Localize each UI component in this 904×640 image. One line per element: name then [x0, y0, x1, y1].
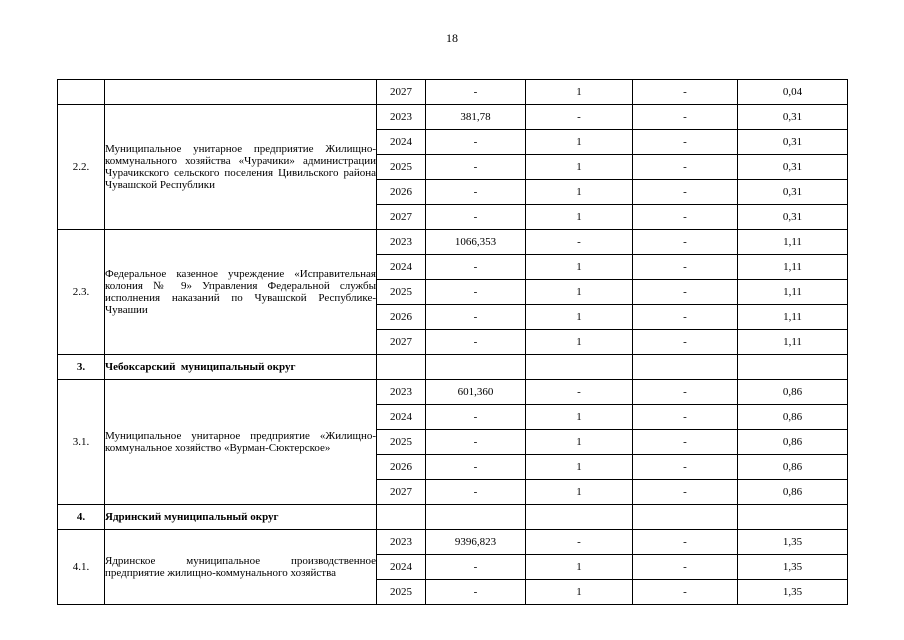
- section-title-text: Ядринский муниципальный округ: [105, 511, 279, 523]
- table-row: [58, 380, 848, 405]
- count-cell: 1: [526, 480, 633, 505]
- table-row: [58, 105, 848, 130]
- dash-cell: -: [633, 580, 738, 605]
- value-cell: 1,11: [738, 280, 848, 305]
- count-cell: 1: [526, 455, 633, 480]
- count-cell: 1: [526, 405, 633, 430]
- dash-cell: -: [633, 130, 738, 155]
- value-cell: 0,86: [738, 430, 848, 455]
- volume-cell: -: [426, 155, 526, 180]
- value-cell: 0,86: [738, 480, 848, 505]
- section-number-text: 3.: [76, 361, 86, 373]
- dash-cell: -: [633, 105, 738, 130]
- section-row: [58, 355, 848, 380]
- row-number: [58, 80, 105, 105]
- volume-cell: -: [426, 255, 526, 280]
- empty-cell: [633, 355, 738, 380]
- year-cell: 2026: [377, 455, 426, 480]
- year-cell: 2023: [377, 105, 426, 130]
- count-cell: 1: [526, 555, 633, 580]
- dash-cell: -: [633, 255, 738, 280]
- value-cell: 1,11: [738, 255, 848, 280]
- section-number-text: 4.: [76, 511, 86, 523]
- volume-cell: -: [426, 180, 526, 205]
- count-cell: 1: [526, 155, 633, 180]
- value-cell: 0,86: [738, 380, 848, 405]
- dash-cell: -: [633, 555, 738, 580]
- dash-cell: -: [633, 380, 738, 405]
- volume-cell: -: [426, 455, 526, 480]
- count-cell: 1: [526, 130, 633, 155]
- volume-cell: 601,360: [426, 380, 526, 405]
- count-cell: -: [526, 380, 633, 405]
- value-cell: 1,35: [738, 555, 848, 580]
- volume-cell: 9396,823: [426, 530, 526, 555]
- empty-cell: [426, 505, 526, 530]
- value-cell: 0,04: [738, 80, 848, 105]
- count-cell: 1: [526, 180, 633, 205]
- volume-cell: -: [426, 480, 526, 505]
- year-cell: 2024: [377, 405, 426, 430]
- table-row: [58, 230, 848, 255]
- dash-cell: -: [633, 80, 738, 105]
- dash-cell: -: [633, 530, 738, 555]
- count-cell: 1: [526, 80, 633, 105]
- empty-cell: [526, 355, 633, 380]
- organization-name: Федеральное казенное учреждение «Исправительная колония № 9» Управления Федеральной службы исполнения наказаний по Чувашской Республике-Чувашии: [105, 230, 377, 355]
- section-row: [58, 505, 848, 530]
- dash-cell: -: [633, 205, 738, 230]
- organization-name: Муниципальное унитарное предприятие Жилищно-коммунального хозяйства «Чурачики» администрации Чурачикского сельского поселения Цивильского района Чувашской Республики: [105, 105, 377, 230]
- volume-cell: -: [426, 130, 526, 155]
- organization-name: [105, 80, 377, 105]
- empty-cell: [738, 505, 848, 530]
- year-cell: 2024: [377, 130, 426, 155]
- value-cell: 0,31: [738, 105, 848, 130]
- volume-cell: -: [426, 305, 526, 330]
- table-row: [58, 530, 848, 555]
- section-title: [105, 355, 377, 380]
- year-cell: 2027: [377, 480, 426, 505]
- value-cell: 0,86: [738, 455, 848, 480]
- year-cell: 2026: [377, 305, 426, 330]
- count-cell: 1: [526, 430, 633, 455]
- section-number: [58, 355, 105, 380]
- value-cell: 0,86: [738, 405, 848, 430]
- empty-cell: [738, 355, 848, 380]
- empty-cell: [377, 355, 426, 380]
- value-cell: 1,11: [738, 230, 848, 255]
- row-number: 2.2.: [58, 105, 105, 230]
- value-cell: 0,31: [738, 130, 848, 155]
- organization-name: Муниципальное унитарное предприятие «Жилищно-коммунальное хозяйство «Вурман-Сюктерское»: [105, 380, 377, 505]
- page-number: 18: [446, 31, 458, 45]
- row-number: 4.1.: [58, 530, 105, 605]
- count-cell: 1: [526, 580, 633, 605]
- year-cell: 2025: [377, 580, 426, 605]
- table-row: [58, 80, 848, 105]
- year-cell: 2027: [377, 205, 426, 230]
- volume-cell: -: [426, 80, 526, 105]
- dash-cell: -: [633, 330, 738, 355]
- volume-cell: -: [426, 430, 526, 455]
- count-cell: 1: [526, 305, 633, 330]
- count-cell: 1: [526, 255, 633, 280]
- count-cell: -: [526, 530, 633, 555]
- count-cell: -: [526, 105, 633, 130]
- volume-cell: 381,78: [426, 105, 526, 130]
- dash-cell: -: [633, 455, 738, 480]
- year-cell: 2024: [377, 255, 426, 280]
- count-cell: -: [526, 230, 633, 255]
- data-table: [57, 79, 848, 605]
- year-cell: 2027: [377, 330, 426, 355]
- volume-cell: -: [426, 555, 526, 580]
- dash-cell: -: [633, 480, 738, 505]
- year-cell: 2024: [377, 555, 426, 580]
- volume-cell: -: [426, 405, 526, 430]
- dash-cell: -: [633, 405, 738, 430]
- table-body: [58, 80, 848, 605]
- count-cell: 1: [526, 205, 633, 230]
- row-number: 3.1.: [58, 380, 105, 505]
- section-title: [105, 505, 377, 530]
- value-cell: 0,31: [738, 180, 848, 205]
- volume-cell: -: [426, 280, 526, 305]
- value-cell: 1,11: [738, 305, 848, 330]
- value-cell: 1,35: [738, 580, 848, 605]
- organization-name: Ядринское муниципальное производственное предприятие жилищно-коммунального хозяйства: [105, 530, 377, 605]
- value-cell: 0,31: [738, 155, 848, 180]
- value-cell: 0,31: [738, 205, 848, 230]
- empty-cell: [377, 505, 426, 530]
- year-cell: 2023: [377, 530, 426, 555]
- volume-cell: -: [426, 205, 526, 230]
- dash-cell: -: [633, 180, 738, 205]
- volume-cell: -: [426, 330, 526, 355]
- dash-cell: -: [633, 430, 738, 455]
- dash-cell: -: [633, 155, 738, 180]
- dash-cell: -: [633, 305, 738, 330]
- year-cell: 2026: [377, 180, 426, 205]
- count-cell: 1: [526, 330, 633, 355]
- value-cell: 1,11: [738, 330, 848, 355]
- row-number: 2.3.: [58, 230, 105, 355]
- volume-cell: 1066,353: [426, 230, 526, 255]
- value-cell: 1,35: [738, 530, 848, 555]
- year-cell: 2025: [377, 155, 426, 180]
- section-title-text: Чебоксарский муниципальный округ: [105, 361, 296, 373]
- count-cell: 1: [526, 280, 633, 305]
- empty-cell: [426, 355, 526, 380]
- empty-cell: [526, 505, 633, 530]
- dash-cell: -: [633, 230, 738, 255]
- year-cell: 2027: [377, 80, 426, 105]
- dash-cell: -: [633, 280, 738, 305]
- year-cell: 2025: [377, 280, 426, 305]
- volume-cell: -: [426, 580, 526, 605]
- year-cell: 2025: [377, 430, 426, 455]
- year-cell: 2023: [377, 230, 426, 255]
- year-cell: 2023: [377, 380, 426, 405]
- section-number: [58, 505, 105, 530]
- empty-cell: [633, 505, 738, 530]
